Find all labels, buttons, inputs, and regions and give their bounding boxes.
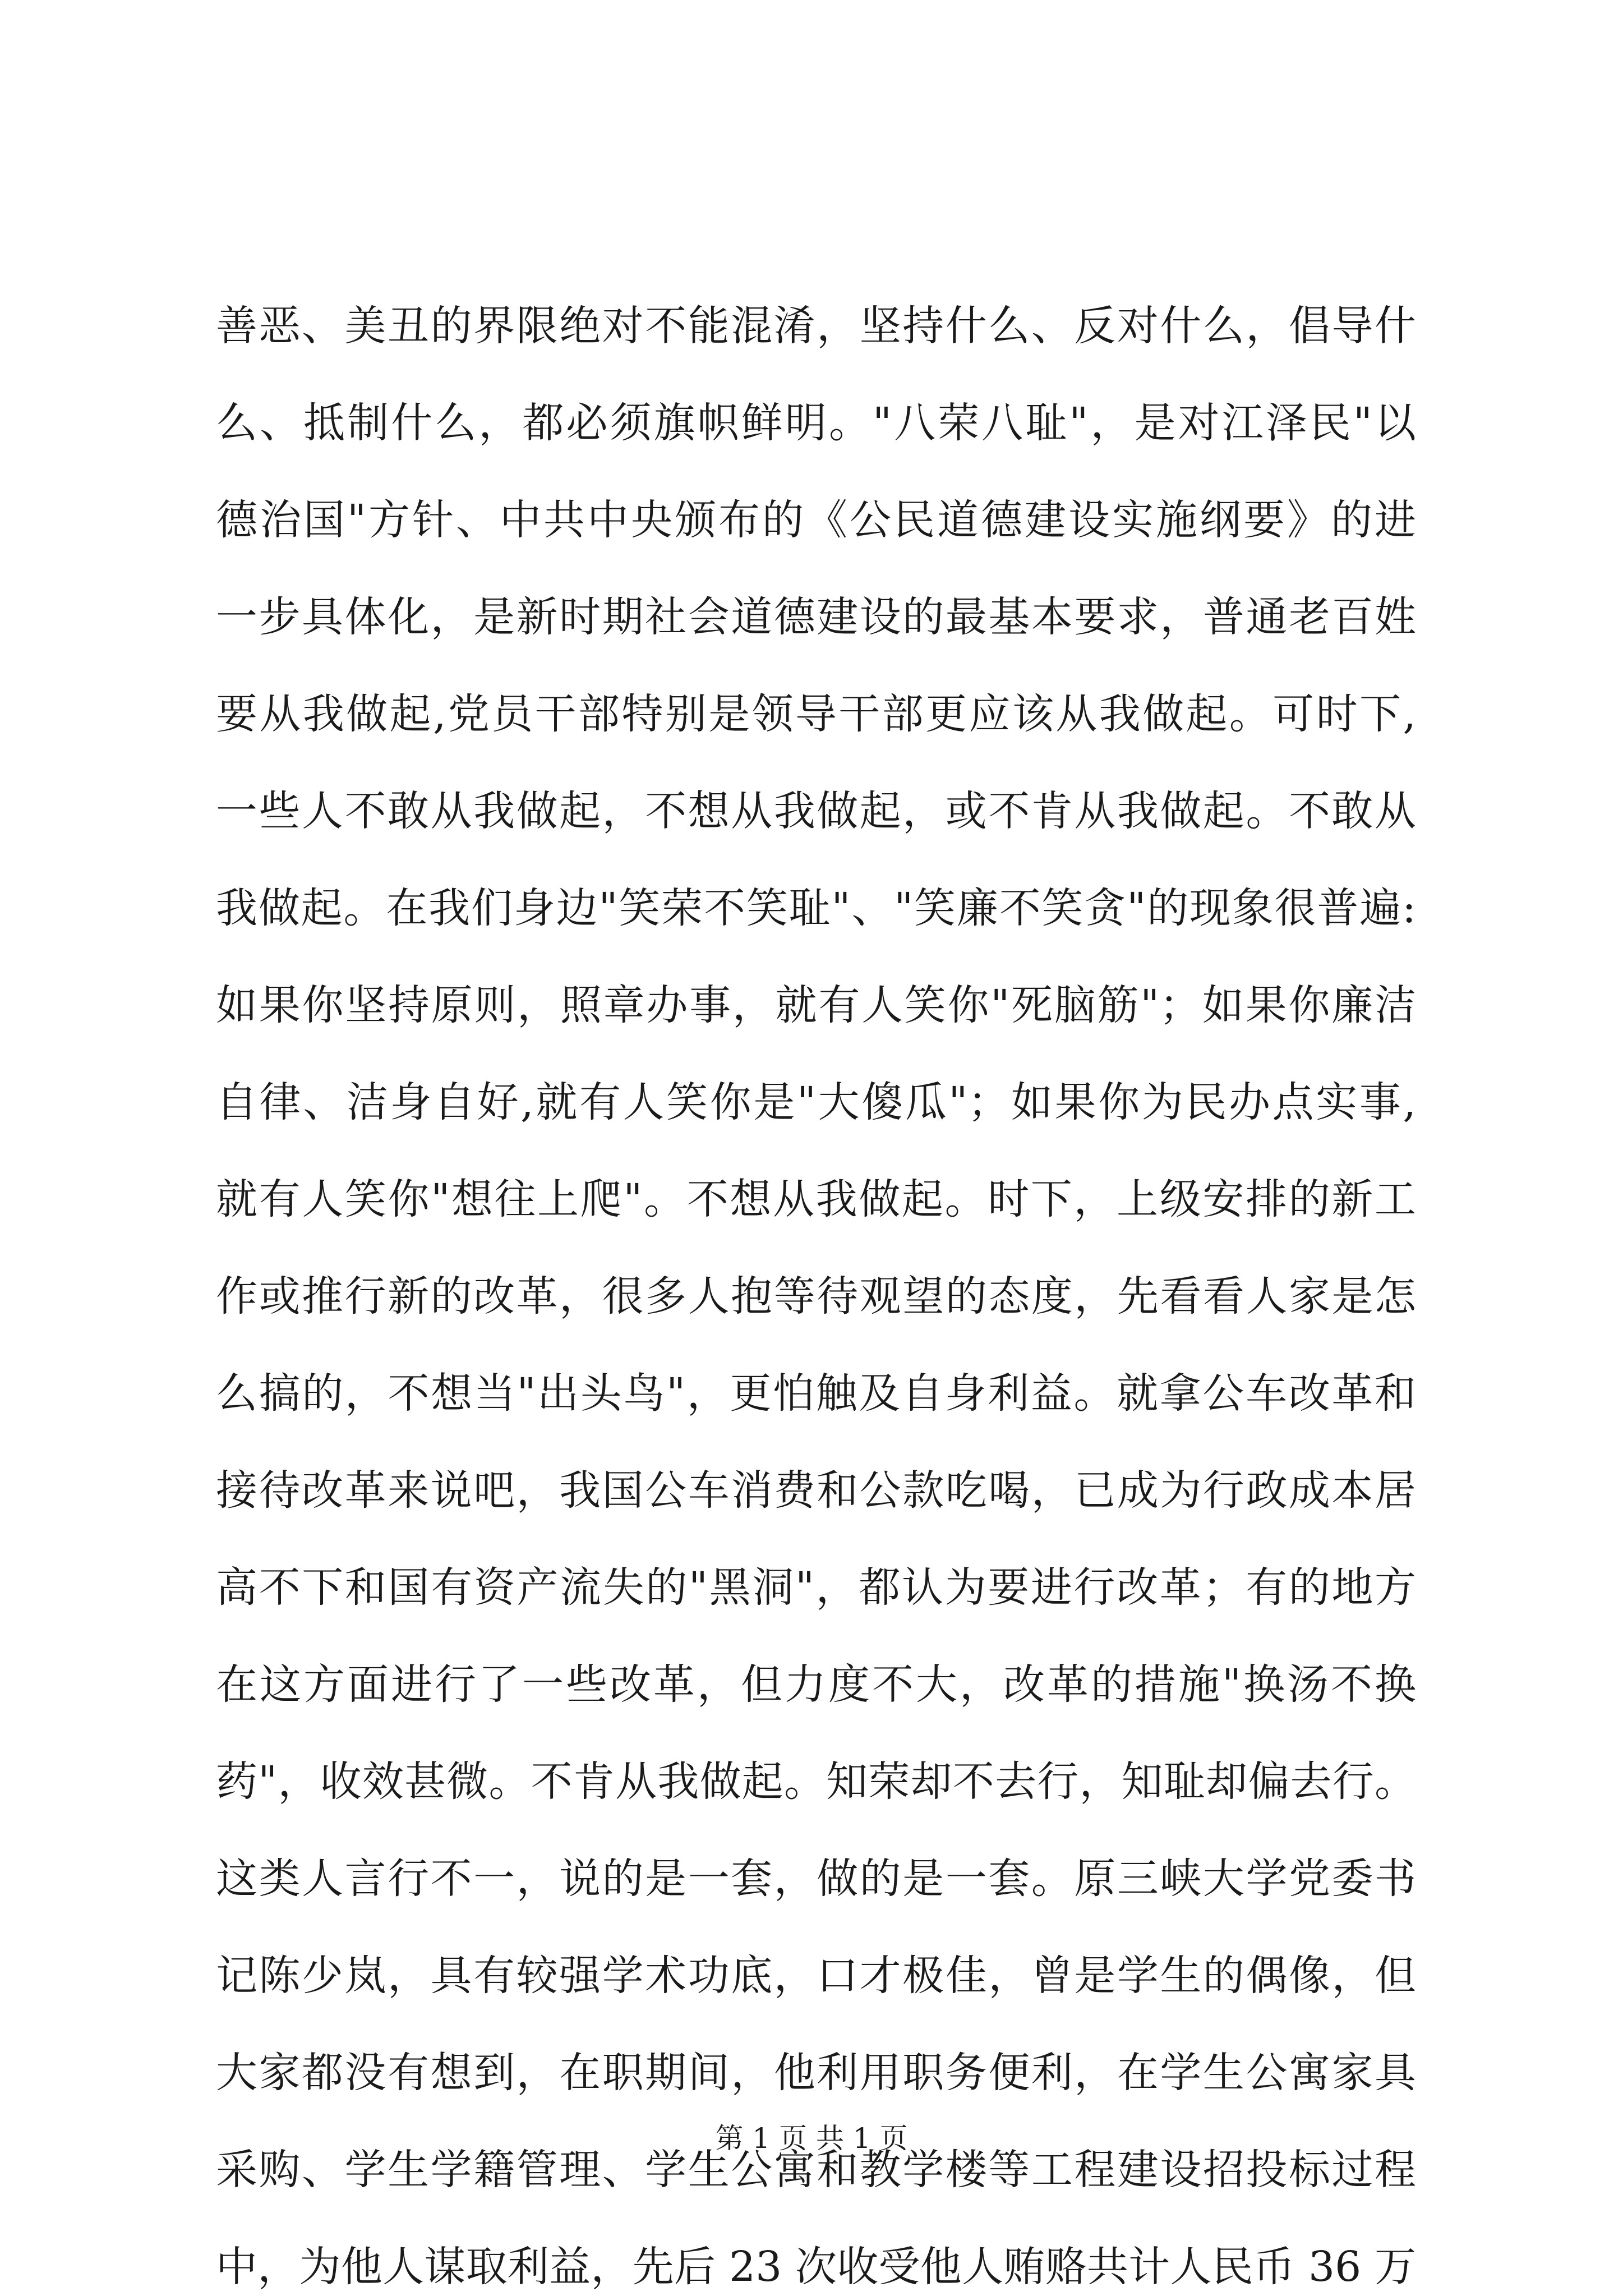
text-line: 要从我做起,党员干部特别是领导干部更应该从我做起。可时下, xyxy=(216,690,1416,738)
text-line: 高不下和国有资产流失的"黑洞"，都认为要进行改革；有的地方 xyxy=(216,1563,1416,1612)
text-line: 一些人不敢从我做起，不想从我做起，或不肯从我做起。不敢从 xyxy=(216,787,1416,835)
text-line: 采购、学生学籍管理、学生公寓和教学楼等工程建设招投标过程 xyxy=(216,2146,1416,2194)
text-line: 如果你坚持原则，照章办事，就有人笑你"死脑筋"；如果你廉洁 xyxy=(216,981,1416,1029)
text-line: 么、抵制什么，都必须旗帜鲜明。"八荣八耻"，是对江泽民"以 xyxy=(216,399,1416,447)
body-text xyxy=(216,302,1416,2292)
text-line: 自律、洁身自好,就有人笑你是"大傻瓜"；如果你为民办点实事, xyxy=(216,1078,1416,1126)
text-line: 就有人笑你"想往上爬"。不想从我做起。时下，上级安排的新工 xyxy=(216,1175,1416,1223)
text-line: 作或推行新的改革，很多人抱等待观望的态度，先看看人家是怎 xyxy=(216,1272,1416,1320)
text-line: 么搞的，不想当"出头鸟"，更怕触及自身利益。就拿公车改革和 xyxy=(216,1369,1416,1418)
page-footer: 第 1 页 共 1 页 xyxy=(715,2122,908,2155)
text-line: 我做起。在我们身边"笑荣不笑耻"、"笑廉不笑贪"的现象很普遍: xyxy=(216,884,1416,932)
text-line: 药"，收效甚微。不肯从我做起。知荣却不去行，知耻却偏去行。 xyxy=(216,1757,1416,1806)
text-line: 德治国"方针、中共中央颁布的《公民道德建设实施纲要》的进 xyxy=(216,496,1416,544)
text-line: 在这方面进行了一些改革，但力度不大，改革的措施"换汤不换 xyxy=(216,1660,1416,1709)
text-line: 这类人言行不一，说的是一套，做的是一套。原三峡大学党委书 xyxy=(216,1855,1416,1903)
text-line: 记陈少岚，具有较强学术功底，口才极佳，曾是学生的偶像，但 xyxy=(216,1952,1416,2000)
text-line: 大家都没有想到，在职期间，他利用职务便利，在学生公寓家具 xyxy=(216,2049,1416,2097)
text-line: 一步具体化，是新时期社会道德建设的最基本要求，普通老百姓 xyxy=(216,593,1416,641)
text-line: 接待改革来说吧，我国公车消费和公款吃喝，已成为行政成本居 xyxy=(216,1466,1416,1515)
text-line: 中，为他人谋取利益，先后 23 次收受他人贿赂共计人民币 36 万 xyxy=(216,2243,1416,2291)
text-line: 善恶、美丑的界限绝对不能混淆，坚持什么、反对什么，倡导什 xyxy=(216,302,1416,350)
